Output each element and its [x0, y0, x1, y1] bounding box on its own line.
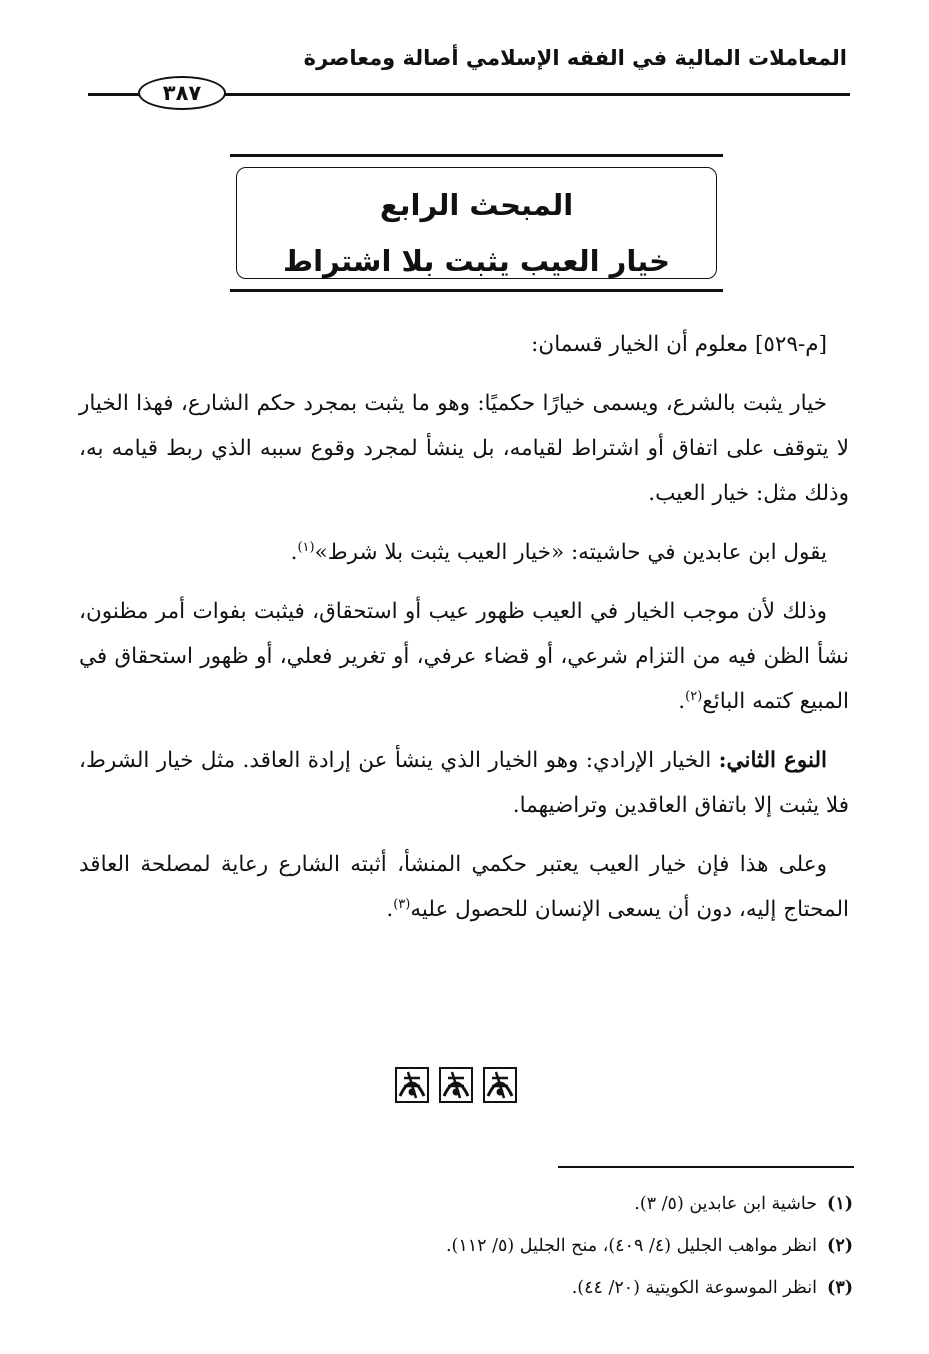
paragraph-3-text: يقول ابن عابدين في حاشيته: «خيار العيب يثبت بلا شرط»	[314, 540, 827, 565]
paragraph-4-text: وذلك لأن موجب الخيار في العيب ظهور عيب أو استحقاق، فيثبت بفوات أمر مظنون، نشأ الظن فيه من التزام شرعي، أو قضاء عرفي، أو تغرير فعلي، أو ظهور استحقاق في المبيع كتمه البائع	[79, 599, 849, 714]
paragraph-1-text: [م-٥٢٩] معلوم أن الخيار قسمان:	[531, 332, 827, 357]
paragraph-4-end: .	[678, 689, 686, 714]
paragraph-3	[79, 530, 849, 575]
section-title-frame	[230, 154, 723, 292]
footnotes	[83, 1183, 853, 1309]
running-header-title: المعاملات المالية في الفقه الإسلامي أصالة ومعاصرة	[303, 46, 847, 70]
footnote-2-number: (٢)	[827, 1236, 853, 1256]
section-heading: المبحث الرابع	[379, 188, 574, 222]
paragraph-3-end: .	[290, 540, 298, 565]
floral-ornament-icon	[394, 1066, 430, 1104]
footnote-3-text: انظر الموسوعة الكويتية (٢٠/ ٤٤).	[571, 1278, 818, 1298]
page-number: ٣٨٧	[138, 76, 226, 110]
paragraph-6-end: .	[386, 897, 394, 922]
paragraph-5-lead: النوع الثاني:	[718, 748, 827, 773]
paragraph-1	[79, 322, 849, 367]
paragraph-6	[79, 842, 849, 932]
footnote-2-text: انظر مواهب الجليل (٤/ ٤٠٩)، منح الجليل (٥/ ١١٢).	[445, 1236, 818, 1256]
section-subheading: خيار العيب يثبت بلا اشتراط	[282, 244, 670, 278]
body-text	[79, 322, 849, 946]
footnote-2	[83, 1225, 853, 1267]
footnote-separator	[558, 1166, 854, 1168]
footnote-1	[83, 1183, 853, 1225]
paragraph-5-text: الخيار الإرادي: وهو الخيار الذي ينشأ عن إرادة العاقد. مثل خيار الشرط، فلا يثبت إلا باتفاق العاقدين وتراضيهما.	[79, 748, 849, 818]
paragraph-6-text: وعلى هذا فإن خيار العيب يعتبر حكمي المنشأ، أثبته الشارع رعاية لمصلحة العاقد المحتاج إليه، دون أن يسعى الإنسان للحصول عليه	[79, 852, 849, 922]
title-inner-border	[236, 167, 717, 279]
footnote-ref-2[interactable]: (٢)	[685, 688, 703, 704]
footnote-3-number: (٣)	[827, 1278, 853, 1298]
footnote-3	[83, 1267, 853, 1309]
paragraph-4	[79, 589, 849, 724]
paragraph-2-text: خيار يثبت بالشرع، ويسمى خيارًا حكميًا: وهو ما يثبت بمجرد حكم الشارع، فهذا الخيار لا يتوقف على اتفاق أو اشتراط لقيامه، بل ينشأ لمجرد وقوع سببه الذي ربط قيامه به، وذلك مثل: خيار العيب.	[79, 391, 849, 506]
paragraph-2	[79, 381, 849, 516]
footnote-ref-1[interactable]: (١)	[297, 539, 315, 555]
floral-ornament-icon	[438, 1066, 474, 1104]
paragraph-5	[79, 738, 849, 828]
floral-ornament-icon	[482, 1066, 518, 1104]
footnote-1-number: (١)	[827, 1194, 853, 1214]
footnote-ref-3[interactable]: (٣)	[393, 896, 411, 912]
footnote-1-text: حاشية ابن عابدين (٥/ ٣).	[634, 1194, 818, 1214]
section-end-ornament	[394, 1066, 518, 1104]
